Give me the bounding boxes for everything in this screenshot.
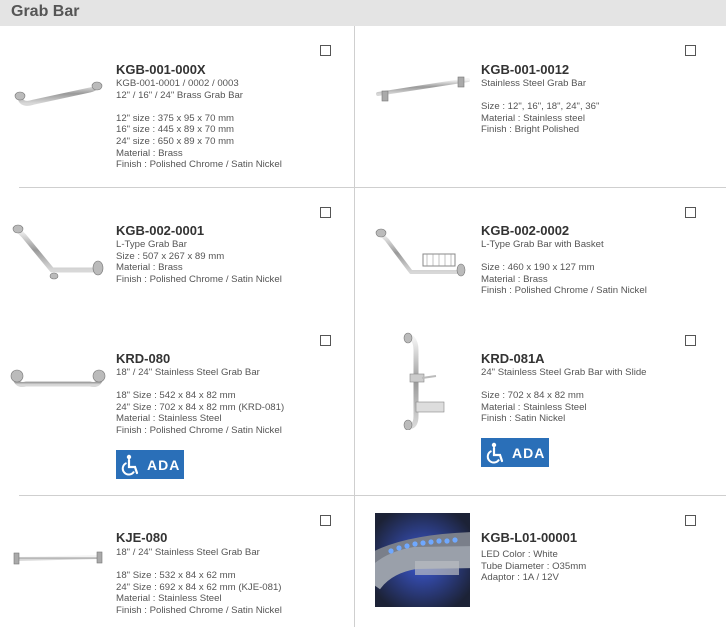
product-image-kgb-l01-00001[interactable] [375, 513, 470, 607]
spec-line: Material : Brass [116, 262, 183, 274]
spec-line: Finish : Polished Chrome / Satin Nickel [116, 159, 282, 171]
product-code[interactable]: KGB-002-0002 [481, 223, 570, 238]
spec-line: 24" Stainless Steel Grab Bar with Slide [481, 367, 647, 378]
spec-line [116, 101, 282, 113]
ada-label: ADA [512, 444, 546, 461]
spec-line: 12" size : 375 x 95 x 70 mm [116, 112, 235, 124]
spec-line: 18" Size : 532 x 84 x 62 mm [116, 570, 236, 582]
product-specs [116, 367, 284, 437]
spec-line: 18" Size : 542 x 84 x 82 mm [116, 390, 236, 402]
select-checkbox[interactable] [685, 515, 696, 526]
spec-line: Material : Stainless Steel [116, 413, 222, 425]
product-specs [481, 78, 599, 136]
product-image-kje-080[interactable] [10, 550, 106, 571]
spec-line [481, 379, 647, 391]
product-code[interactable]: KRD-081A [481, 351, 545, 366]
spec-line: Size : 12", 16", 18", 24", 36" [481, 101, 600, 113]
spec-line [481, 251, 647, 263]
spec-line: KGB-001-0001 / 0002 / 0003 [116, 78, 239, 89]
select-checkbox[interactable] [320, 335, 331, 346]
product-specs [116, 547, 282, 617]
product-code[interactable]: KRD-080 [116, 351, 171, 366]
product-specs [116, 239, 282, 285]
product-code[interactable]: KGB-001-000X [116, 62, 206, 77]
spec-line: 18" / 24" Stainless Steel Grab Bar [116, 367, 260, 378]
spec-line [116, 559, 282, 571]
spec-line: Finish : Polished Chrome / Satin Nickel [116, 273, 282, 285]
spec-line: L-Type Grab Bar with Basket [481, 239, 604, 250]
select-checkbox[interactable] [685, 45, 696, 56]
product-code[interactable]: KGB-001-0012 [481, 62, 570, 77]
product-image-kgb-001-000x[interactable] [12, 80, 104, 115]
product-image-kgb-002-0001[interactable] [12, 222, 106, 287]
spec-line [481, 90, 599, 102]
select-checkbox[interactable] [685, 207, 696, 218]
ada-badge [481, 438, 549, 467]
product-image-kgb-002-0002[interactable] [375, 226, 467, 287]
product-specs [481, 549, 586, 584]
spec-line: 24" Size : 702 x 84 x 82 mm (KRD-081) [116, 401, 285, 413]
spec-line [116, 379, 284, 391]
product-image-kgb-001-0012[interactable] [372, 74, 474, 107]
spec-line: Adaptor : 1A / 12V [481, 572, 559, 584]
product-specs [481, 239, 647, 297]
product-image-krd-080[interactable] [8, 366, 108, 397]
spec-line: Material : Brass [481, 273, 548, 285]
product-code[interactable]: KJE-080 [116, 530, 168, 545]
spec-line: Finish : Polished Chrome / Satin Nickel [481, 285, 647, 297]
spec-line: Finish : Polished Chrome / Satin Nickel [116, 604, 282, 616]
product-image-krd-081a[interactable] [392, 332, 452, 435]
product-specs [116, 78, 282, 171]
spec-line: Material : Stainless steel [481, 112, 585, 124]
wheelchair-icon [481, 438, 510, 467]
spec-line: L-Type Grab Bar [116, 239, 187, 250]
spec-line: Tube Diameter : O35mm [481, 560, 587, 572]
select-checkbox[interactable] [320, 515, 331, 526]
product-grid [0, 26, 726, 627]
section-title: Grab Bar [11, 3, 80, 20]
column-divider [354, 26, 355, 627]
spec-line: Size : 507 x 267 x 89 mm [116, 250, 225, 262]
spec-line: Finish : Polished Chrome / Satin Nickel [116, 424, 282, 436]
select-checkbox[interactable] [685, 335, 696, 346]
spec-line: Finish : Bright Polished [481, 124, 580, 136]
spec-line: 18" / 24" Stainless Steel Grab Bar [116, 547, 260, 558]
select-checkbox[interactable] [320, 207, 331, 218]
spec-line: 12" / 16" / 24" Brass Grab Bar [116, 89, 244, 101]
spec-line: Stainless Steel Grab Bar [481, 78, 587, 89]
spec-line: Material : Stainless Steel [116, 593, 222, 605]
select-checkbox[interactable] [320, 45, 331, 56]
spec-line: Material : Brass [116, 147, 183, 159]
row-divider [19, 495, 726, 496]
spec-line: Size : 460 x 190 x 127 mm [481, 262, 595, 274]
section-header [0, 0, 726, 26]
product-specs [481, 367, 647, 425]
product-code[interactable]: KGB-L01-00001 [481, 530, 578, 545]
spec-line: 24" size : 650 x 89 x 70 mm [116, 135, 235, 147]
product-code[interactable]: KGB-002-0001 [116, 223, 205, 238]
spec-line: LED Color : White [481, 549, 558, 560]
spec-line: 16" size : 445 x 89 x 70 mm [116, 124, 235, 136]
spec-line: Material : Stainless Steel [481, 401, 587, 413]
ada-badge [116, 450, 184, 479]
wheelchair-icon [116, 450, 145, 479]
spec-line: 24" Size : 692 x 84 x 62 mm (KJE-081) [116, 581, 282, 593]
ada-label: ADA [147, 456, 181, 473]
spec-line: Finish : Satin Nickel [481, 413, 566, 425]
spec-line: Size : 702 x 84 x 82 mm [481, 390, 584, 402]
row-divider [19, 187, 726, 188]
